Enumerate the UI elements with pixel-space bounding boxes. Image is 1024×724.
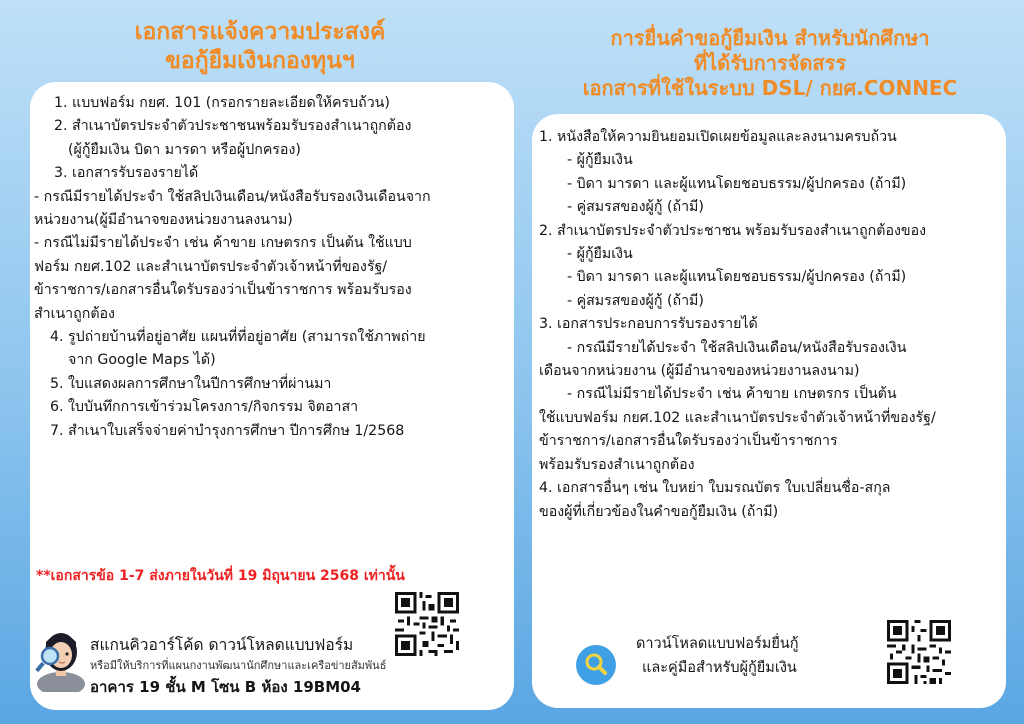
qr-code-icon[interactable] [887, 620, 951, 684]
right-panel-title [550, 26, 990, 101]
left-title-line: ขอกู้ยืมเงินกองทุนฯ [165, 47, 355, 74]
list-item: 7. สำเนาใบเสร็จจ่ายค่าบำรุงการศึกษา ปีการศึกษ 1/2568 [50, 422, 405, 439]
list-item: เดือนจากหน่วยงาน (ผู้มีอำนาจของหน่วยงานลงนาม) [539, 363, 860, 380]
office-location: อาคาร 19 ชั้น M โซน B ห้อง 19BM04 [90, 678, 361, 696]
list-item: ฟอร์ม กยศ.102 และสำเนาบัตรประจำตัวเจ้าหน้าที่ของรัฐ/ [34, 258, 388, 275]
search-icon[interactable] [576, 645, 616, 685]
list-item: - กรณีไม่มีรายได้ประจำ เช่น ค้าขาย เกษตรกร เป็นต้น [567, 386, 897, 403]
avatar-with-magnifier-icon [34, 622, 88, 692]
list-item: - บิดา มารดา และผู้แทนโดยชอบธรรม/ผู้ปกครอง (ถ้ามี) [567, 269, 907, 286]
list-item: - กรณีไม่มีรายได้ประจำ เช่น ค้าขาย เกษตรกร เป็นต้น ใช้แบบ [34, 235, 412, 252]
magnifier-icon [576, 645, 616, 685]
left-title-line: เอกสารแจ้งความประสงค์ [134, 19, 386, 45]
list-item: จาก Google Maps ได้) [68, 352, 216, 369]
list-item: 5. ใบแสดงผลการศึกษาในปีการศึกษาที่ผ่านมา [50, 375, 332, 392]
list-item: - ผู้กู้ยืมเงิน [567, 246, 633, 263]
list-item: - บิดา มารดา และผู้แทนโดยชอบธรรม/ผู้ปกครอง (ถ้ามี) [567, 175, 907, 192]
list-item: 3. เอกสารประกอบการรับรองรายได้ [539, 316, 758, 333]
deadline-note: **เอกสารข้อ 1-7 ส่งภายในวันที่ 19 มิถุนายน 2568 เท่านั้น [36, 568, 405, 584]
right-title-line: การยื่นคำขอกู้ยืมเงิน สำหรับนักศึกษา [610, 26, 930, 50]
download-form-label: ดาวน์โหลดแบบฟอร์มยื่นกู้ [636, 636, 799, 652]
right-title-line: เอกสารที่ใช้ในระบบ DSL/ กยศ.CONNEC [582, 76, 958, 100]
qr-code-icon[interactable] [395, 592, 459, 656]
right-document-list [539, 126, 936, 524]
left-document-list [34, 92, 431, 443]
left-panel-title [60, 18, 460, 76]
list-item: - กรณีมีรายได้ประจำ ใช้สลิปเงินเดือน/หนังสือรับรองเงินเดือนจาก [34, 188, 431, 205]
list-item: - คู่สมรสของผู้กู้ (ถ้ามี) [567, 292, 704, 309]
list-item: 4. เอกสารอื่นๆ เช่น ใบหย่า ใบมรณบัตร ใบเปลี่ยนชื่อ-สกุล [539, 480, 891, 497]
list-item: - ผู้กู้ยืมเงิน [567, 152, 633, 169]
list-item: 3. เอกสารรับรองรายได้ [54, 165, 199, 182]
list-item: 2. สำเนาบัตรประจำตัวประชาชนพร้อมรับรองสำเนาถูกต้อง [54, 118, 412, 135]
list-item: (ผู้กู้ยืมเงิน บิดา มารดา หรือผู้ปกครอง) [68, 141, 301, 158]
list-item: ของผู้ที่เกี่ยวข้องในคำขอกู้ยืมเงิน (ถ้ามี) [539, 503, 779, 520]
scan-qr-label: สแกนคิวอาร์โค้ด ดาวน์โหลดแบบฟอร์ม [90, 636, 354, 654]
list-item: ข้าราชการ/เอกสารอื่นใดรับรองว่าเป็นข้าราชการ [539, 433, 838, 450]
list-item: 6. ใบบันทึกการเข้าร่วมโครงการ/กิจกรรม จิตอาสา [50, 399, 359, 416]
list-item: 2. สำเนาบัตรประจำตัวประชาชน พร้อมรับรองสำเนาถูกต้องของ [539, 222, 927, 239]
list-item: - กรณีมีรายได้ประจำ ใช้สลิปเงินเดือน/หนังสือรับรองเงิน [567, 339, 907, 356]
list-item: 4. รูปถ่ายบ้านที่อยู่อาศัย แผนที่ที่อยู่อาศัย (สามารถใช้ภาพถ่าย [50, 329, 426, 346]
list-item: ข้าราชการ/เอกสารอื่นใดรับรองว่าเป็นข้าราชการ พร้อมรับรอง [34, 282, 412, 299]
right-title-line: ที่ได้รับการจัดสรร [693, 51, 847, 75]
list-item: 1. หนังสือให้ความยินยอมเปิดเผยข้อมูลและลงนามครบถ้วน [539, 129, 897, 145]
list-item: สำเนาถูกต้อง [34, 305, 115, 322]
list-item: หน่วยงาน(ผู้มีอำนาจของหน่วยงานลงนาม) [34, 212, 293, 229]
list-item: 1. แบบฟอร์ม กยศ. 101 (กรอกรายละเอียดให้ครบถ้วน) [54, 95, 390, 111]
service-location-note: หรือมีให้บริการที่แผนกงานพัฒนานักศึกษาและเครือข่ายสัมพันธ์ [90, 659, 387, 672]
list-item: ใช้แบบฟอร์ม กยศ.102 และสำเนาบัตรประจำตัวเจ้าหน้าที่ของรัฐ/ [539, 409, 936, 426]
download-manual-label: และคู่มือสำหรับผู้กู้ยืมเงิน [642, 660, 797, 676]
list-item: - คู่สมรสของผู้กู้ (ถ้ามี) [567, 199, 704, 216]
list-item: พร้อมรับรองสำเนาถูกต้อง [539, 456, 695, 473]
